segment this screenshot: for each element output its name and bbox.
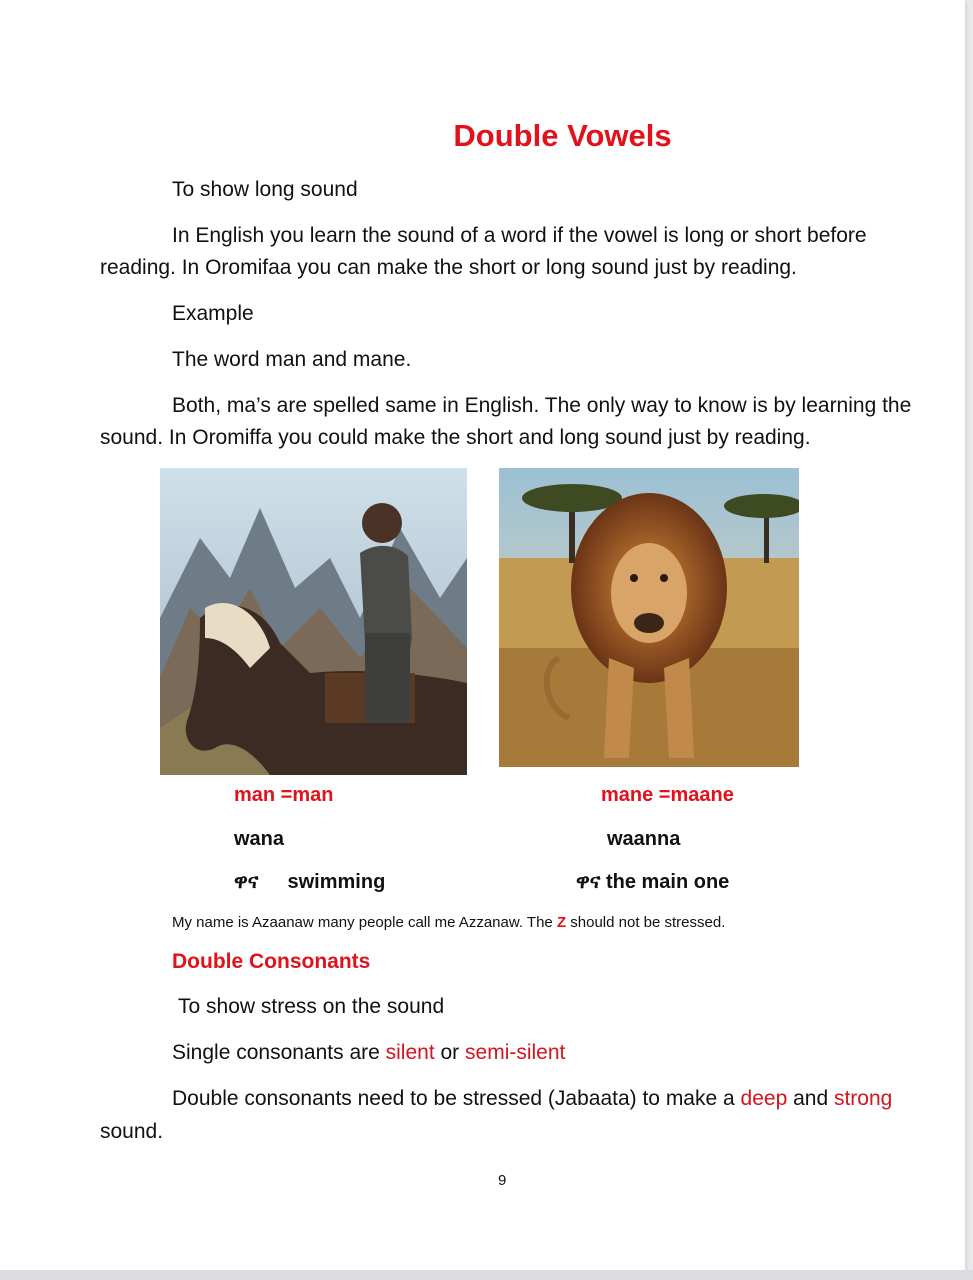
note-text-after: should not be stressed. <box>566 914 726 931</box>
page-title: Double Vowels <box>453 118 672 153</box>
page-number: 9 <box>498 1172 507 1189</box>
paragraph-both-line2: sound. In Oromiffa you could make the short and long sound just by reading. <box>100 426 811 449</box>
deep-word: deep <box>740 1087 788 1110</box>
paragraph-word: The word man and mane. <box>172 348 412 371</box>
right-caption-red: mane =maane <box>601 784 734 806</box>
consonants-line3 <box>172 1083 892 1115</box>
semi-silent-word: semi-silent <box>465 1041 566 1064</box>
lion-image <box>499 468 799 767</box>
consonants-line2 <box>172 1037 565 1069</box>
double-consonants-heading: Double Consonants <box>172 950 371 973</box>
right-meaning: the main one <box>605 871 730 893</box>
and-word: and <box>787 1087 834 1110</box>
strong-word: strong <box>833 1087 893 1110</box>
paragraph-both-line1: Both, ma’s are spelled same in English. The only way to know is by learning the <box>172 394 912 417</box>
right-caption-word: waanna <box>607 828 681 850</box>
or-word: or <box>434 1041 466 1064</box>
paragraph-english-line2: reading. In Oromifaa you can make the short or long sound just by reading. <box>100 256 797 279</box>
consonants-line3-text: Double consonants need to be stressed (Jabaata) to make a <box>172 1087 741 1110</box>
left-caption-translation <box>234 871 385 894</box>
page-bottom-edge <box>0 1270 973 1280</box>
name-note <box>172 914 725 931</box>
right-caption-translation <box>576 871 729 894</box>
paragraph-intro: To show long sound <box>172 178 358 201</box>
left-meaning: swimming <box>287 871 386 893</box>
silent-word: silent <box>385 1041 435 1064</box>
right-amharic-word: ዋና <box>576 871 601 893</box>
left-caption-word: wana <box>234 828 285 850</box>
paragraph-english-line1: In English you learn the sound of a word if the vowel is long or short before <box>172 224 867 247</box>
man-on-horse-image <box>160 468 467 775</box>
consonants-line1: To show stress on the sound <box>178 995 445 1018</box>
note-text-before: My name is Azaanaw many people call me Azzanaw. The <box>172 914 557 931</box>
consonants-line4: sound. <box>100 1120 164 1143</box>
left-caption-red: man =man <box>234 784 334 806</box>
left-amharic-word: ዋና <box>234 871 259 893</box>
paragraph-example: Example <box>172 302 254 325</box>
note-letter: Z <box>556 914 567 931</box>
consonants-line2-text: Single consonants are <box>172 1041 386 1064</box>
